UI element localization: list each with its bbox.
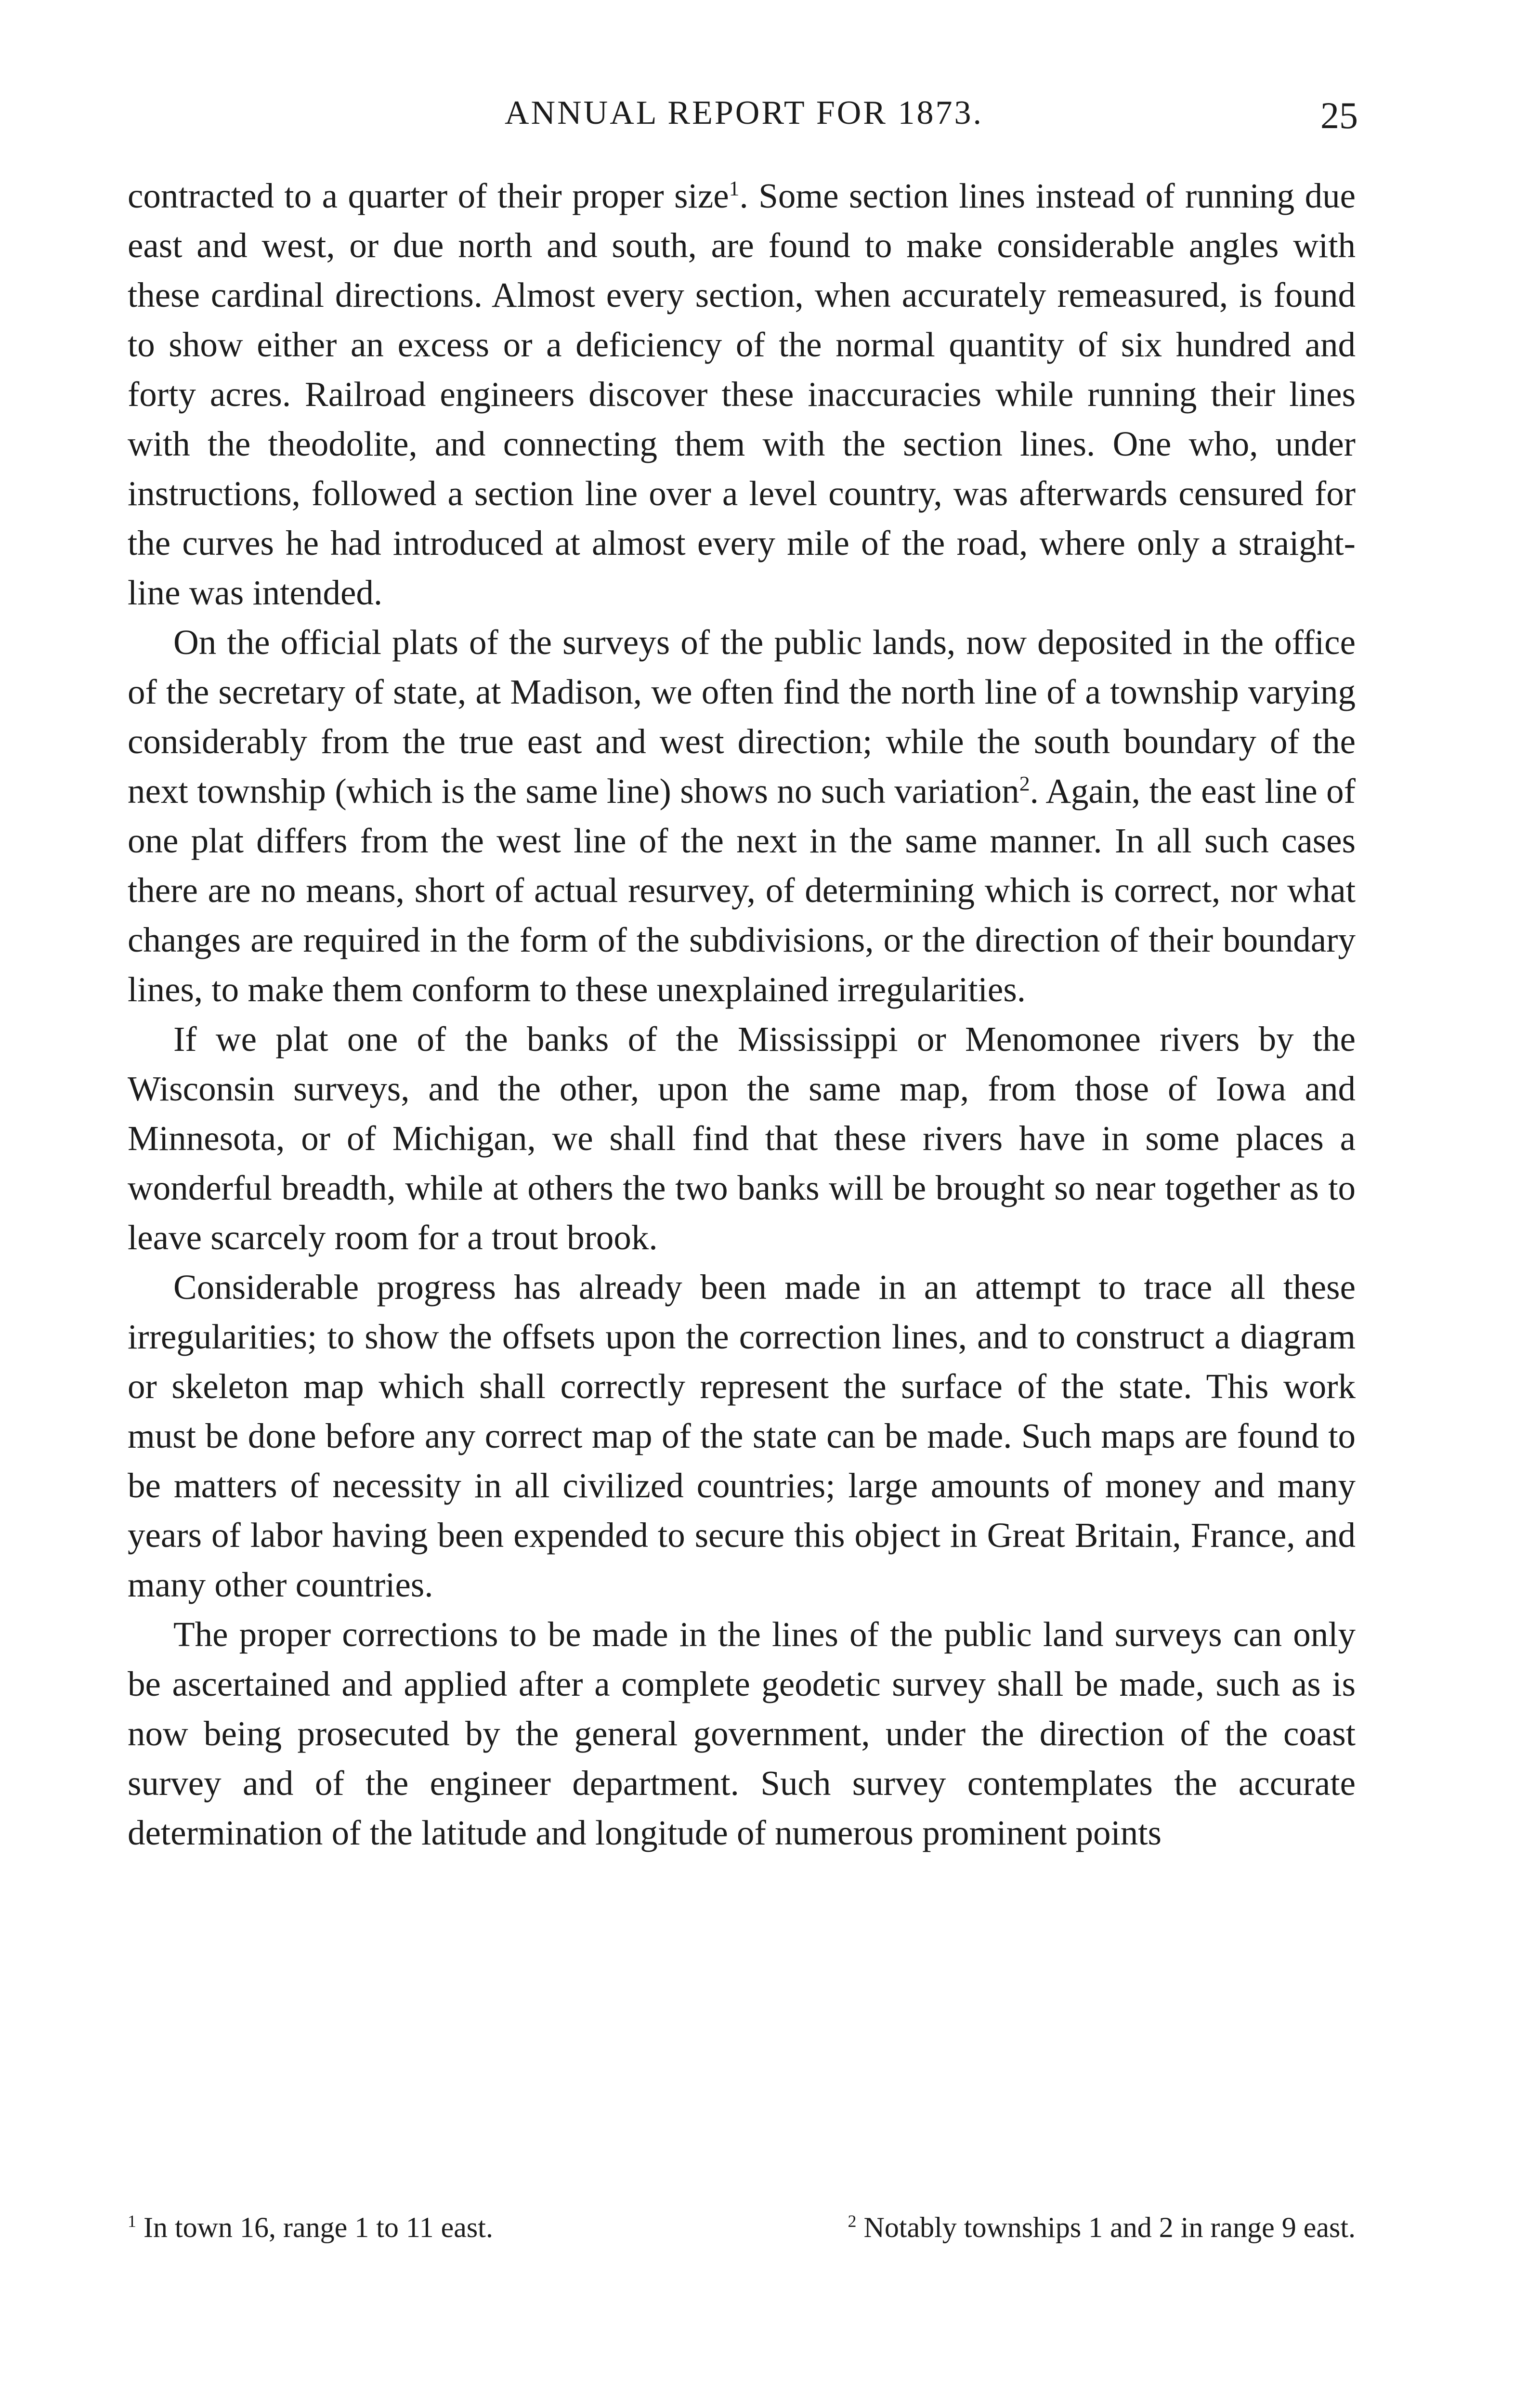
paragraph-text: On the official plats of the surveys of the public lands, now deposited in the office of the secretary of state, at Madison, we often find the north line of a township varying considerably from the true east and west direction; while the south boundary of the next township (which is the same line) shows no such variation	[128, 623, 1356, 811]
running-head	[130, 94, 1358, 147]
paragraph-4: Considerable progress has already been made in an attempt to trace all these irregularities; to show the offsets upon the correction lines, and to construct a diagram or skeleton map which shall correctly represent the surface of the state. This work must be done before any correct map of the state can be made. Such maps are found to be matters of necessity in all civilized countries; large amounts of money and many years of labor having been expended to secure this object in Great Britain, France, and many other countries.	[128, 1268, 1356, 1604]
footnote-2	[848, 2208, 1356, 2247]
footnote-text: In town 16, range 1 to 11 east.	[144, 2212, 493, 2243]
paragraph-3: If we plat one of the banks of the Mississippi or Menomonee rivers by the Wisconsin surveys, and the other, upon the same map, from those of Iowa and Minnesota, or of Michigan, we shall find that these rivers have in some places a wonderful breadth, while at others the two banks will be brought so near together as to leave scarcely room for a trout brook.	[128, 1020, 1356, 1257]
page-header-title: ANNUAL REPORT FOR 1873.	[504, 94, 983, 131]
paragraph-text: . Again, the east line of one plat differs from the west line of the next in the same manner. In all such cases there are no means, short of actual resurvey, of determining which is correct, nor what changes are required in the form of the subdivisions, or the direction of their boundary lines, to make them conform to these unexplained irregularities.	[128, 772, 1356, 1009]
footnote-1	[128, 2208, 493, 2247]
paragraph-1	[128, 171, 1356, 617]
footnote-text: Notably townships 1 and 2 in range 9 east.	[863, 2212, 1356, 2243]
paragraph-5: The proper corrections to be made in the lines of the public land surveys can only be ascertained and applied after a complete geodetic survey shall be made, such as is now being prosecuted by the general government, under the direction of the coast survey and of the engineer department. Such survey contemplates the accurate determination of the latitude and longitude of numerous prominent points	[128, 1615, 1356, 1852]
footnote-mark: 2	[848, 2212, 857, 2231]
footnote-reference: 2	[1019, 772, 1030, 796]
paragraph-text: contracted to a quarter of their proper size	[128, 176, 729, 215]
footnote-reference: 1	[729, 177, 740, 200]
body-text	[128, 171, 1356, 1858]
footnotes	[128, 2208, 1356, 2247]
footnote-mark: 1	[128, 2212, 136, 2231]
paragraph-text: . Some section lines instead of running due east and west, or due north and south, are found to make considerable angles with these cardinal directions. Almost every section, when accurately remeasured, is found to show either an excess or a deficiency of the normal quantity of six hundred and forty acres. Railroad engineers discover these inaccuracies while running their lines with the theodolite, and connecting them with the section lines. One who, under instructions, followed a section line over a level country, was afterwards censured for the curves he had introduced at almost every mile of the road, where only a straight-line was intended.	[128, 176, 1356, 612]
page-number: 25	[1320, 94, 1358, 136]
paragraph-2	[128, 617, 1356, 1014]
